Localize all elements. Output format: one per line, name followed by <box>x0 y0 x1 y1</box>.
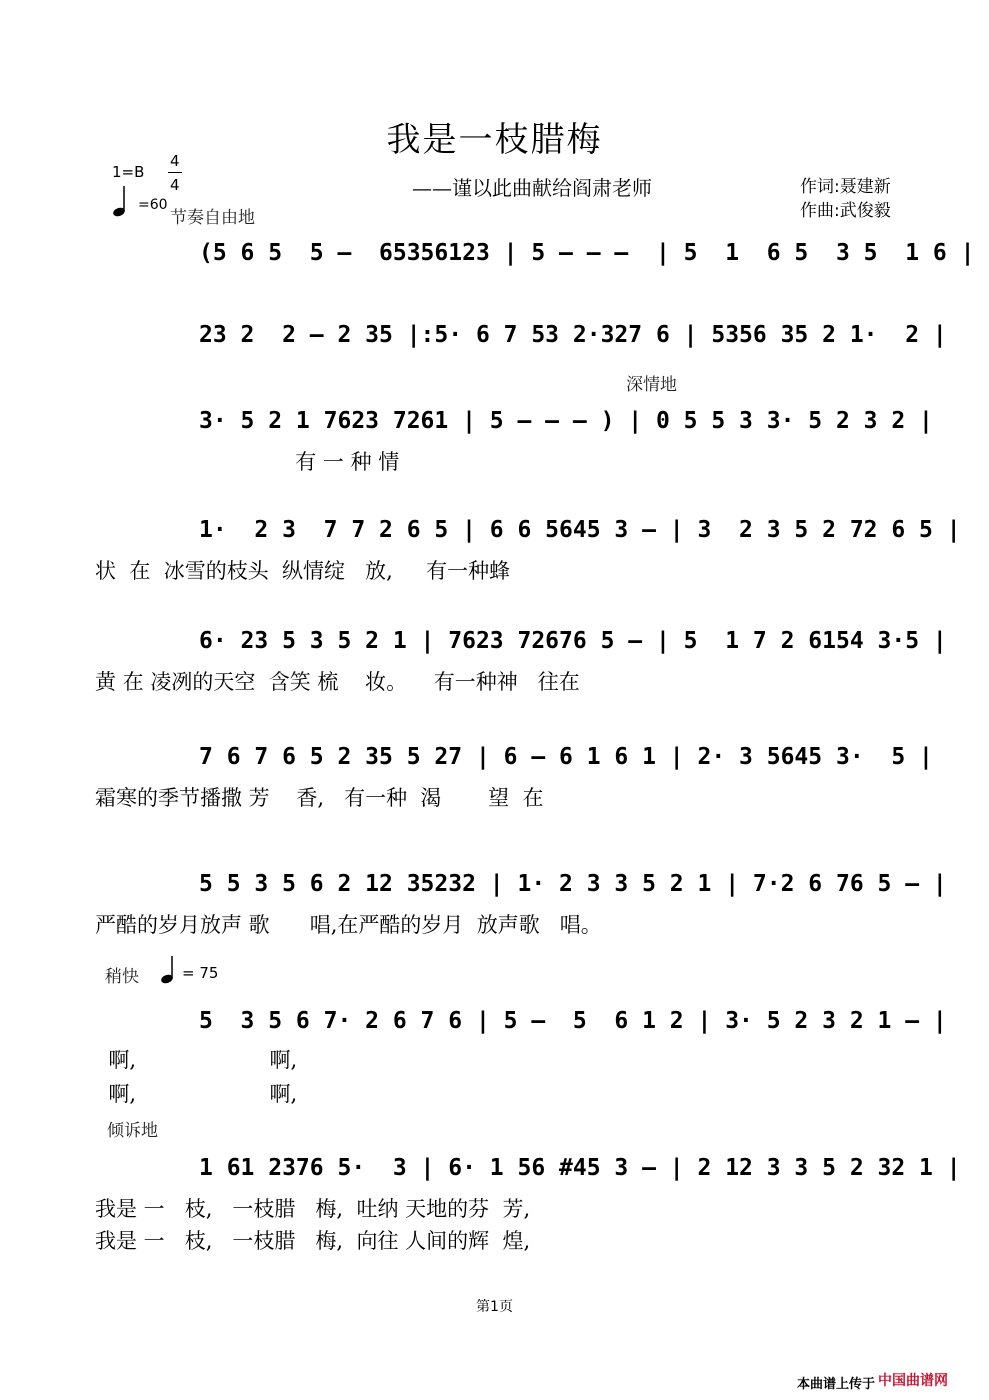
site-logo: 中国曲谱网 <box>878 1373 948 1389</box>
lyric-line: 有 一 种 情 <box>95 450 400 474</box>
expression-affectionate: 深情地 <box>626 375 677 395</box>
notation-row: 23 2 2 – 2 35 |:5· 6 7 53 2·327 6 | 5356 35 2 1· 2 | <box>199 322 947 348</box>
lyric-line: 黄 在 凌冽的天空 含笑 梳 妆。 有一种神 往在 <box>95 670 580 694</box>
expression-faster: 稍快 <box>105 967 139 987</box>
notation-row: (5 6 5 5 – 65356123 | 5 – – – | 5 1 6 5 3 5 1 6 | <box>199 240 975 266</box>
notation-row: 5 3 5 6 7· 2 6 7 6 | 5 – 5 6 1 2 | 3· 5 2 3 2 1 – | <box>199 1008 947 1034</box>
tempo-marking-2: = 75 <box>182 964 219 982</box>
tempo-marking: =60 <box>138 197 168 213</box>
expression-narrative: 倾诉地 <box>107 1121 158 1141</box>
time-signature-numerator: 4 <box>170 152 180 170</box>
expression-free-rhythm: 节奏自由地 <box>170 208 255 228</box>
quarter-note-icon <box>160 955 184 985</box>
key-signature: 1=B <box>112 163 145 181</box>
notation-row: 1· 2 3 7 7 2 6 5 | 6 6 5645 3 – | 3 2 3 5 2 72 6 5 | <box>199 517 961 543</box>
lyric-line: 啊, 啊, <box>95 1048 298 1072</box>
notation-row: 5 5 3 5 6 2 12 35232 | 1· 2 3 3 5 2 1 | 7·2 6 76 5 – | <box>199 871 947 897</box>
lyric-line-2: 我是 一 枝, 一枝腊 梅, 向往 人间的辉 煌, <box>95 1229 531 1253</box>
subtitle: ——谨以此曲献给阎肃老师 <box>412 176 652 200</box>
composer-credit: 作曲:武俊毅 <box>800 201 891 221</box>
notation-row: 7 6 7 6 5 2 35 5 27 | 6 – 6 1 6 1 | 2· 3 5645 3· 5 | <box>199 744 933 770</box>
lyricist-credit: 作词:聂建新 <box>800 177 891 197</box>
notation-row: 1 61 2376 5· 3 | 6· 1 56 #45 3 – | 2 12 3 3 5 2 32 1 | <box>199 1155 961 1181</box>
quarter-note-icon <box>112 184 140 218</box>
page-number: 第1页 <box>476 1299 513 1315</box>
notation-row: 3· 5 2 1 7623 7261 | 5 – – – ) | 0 5 5 3 3· 5 2 3 2 | <box>199 408 933 434</box>
notation-row: 6· 23 5 3 5 2 1 | 7623 72676 5 – | 5 1 7 2 6154 3·5 | <box>199 628 947 654</box>
lyric-line: 我是 一 枝, 一枝腊 梅, 吐纳 天地的芬 芳, <box>95 1197 531 1221</box>
lyric-line: 状 在 冰雪的枝头 纵情绽 放, 有一种蜂 <box>95 559 511 583</box>
lyric-line: 严酷的岁月放声 歌 唱,在严酷的岁月 放声歌 唱。 <box>95 913 602 937</box>
upload-note: 本曲谱上传于 <box>797 1377 876 1392</box>
page-title: 我是一枝腊梅 <box>386 120 603 160</box>
time-signature-bar <box>168 172 182 173</box>
lyric-line-2: 啊, 啊, <box>95 1082 298 1106</box>
lyric-line: 霜寒的季节播撒 芳 香, 有一种 渴 望 在 <box>95 786 544 810</box>
time-signature-denominator: 4 <box>170 176 180 194</box>
